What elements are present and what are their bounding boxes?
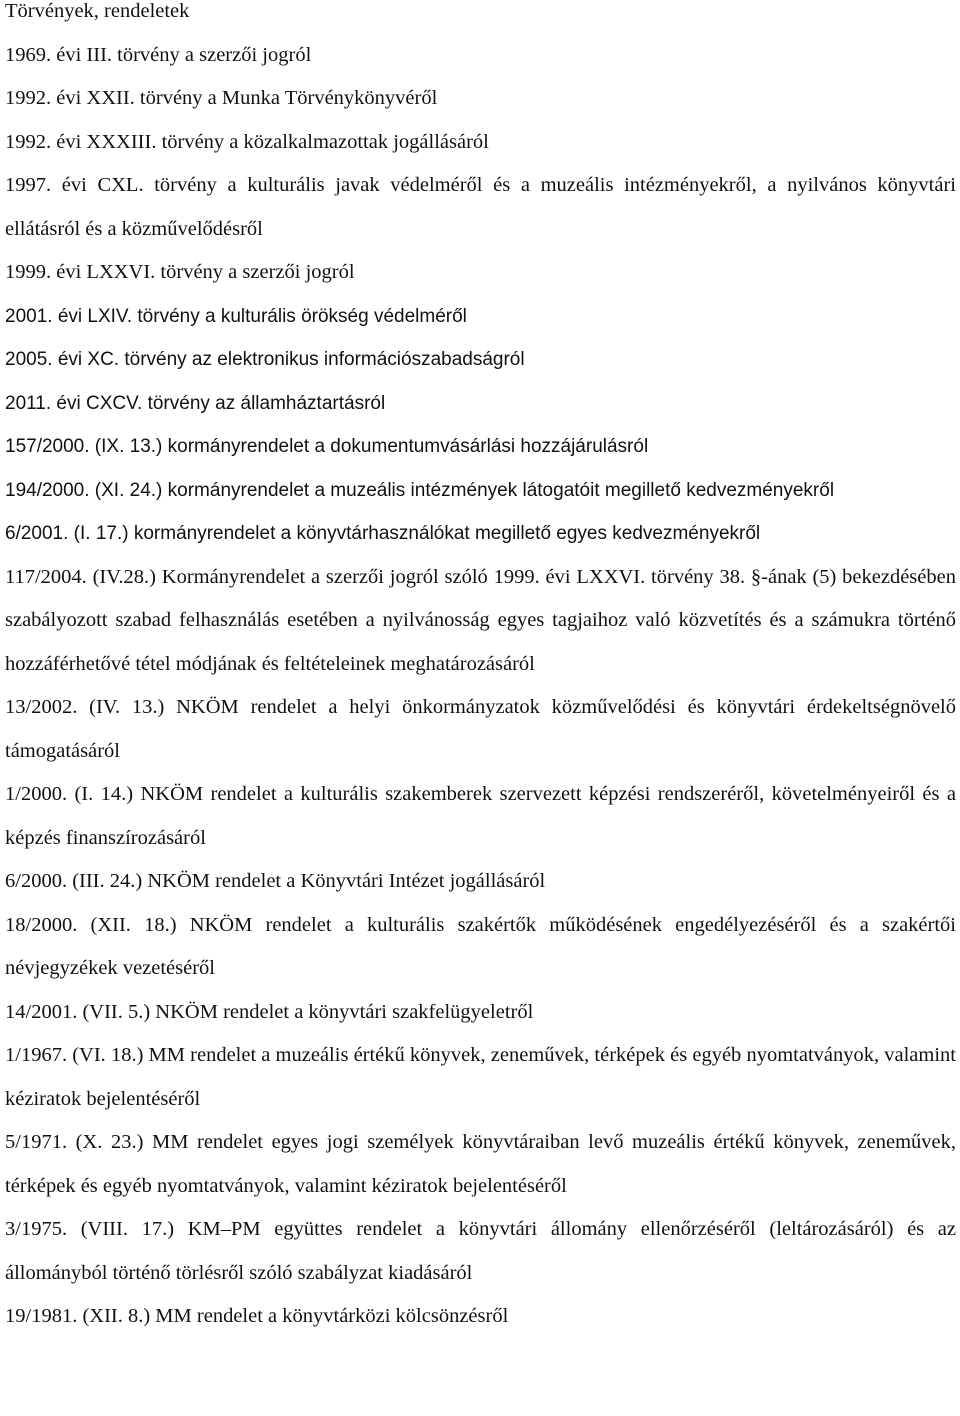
law-entry-1969-iii: 1969. évi III. törvény a szerzői jogról	[5, 43, 312, 66]
law-entry-1997-cxl: 1997. évi CXL. törvény a kulturális javak védelméről és a muzeális intézményekről, a nyilvános könyvtári ellátásról és a közművelődésről	[5, 174, 956, 240]
decree-entry-14-2001: 14/2001. (VII. 5.) NKÖM rendelet a könyvtári szakfelügyeletről	[5, 1000, 534, 1023]
law-entry-1992-xxxiii: 1992. évi XXXIII. törvény a közalkalmazottak jogállásáról	[5, 130, 489, 153]
decree-entry-1-1967: 1/1967. (VI. 18.) MM rendelet a muzeális értékű könyvek, zeneművek, térképek és egyéb nyomtatványok, valamint kéziratok bejelentéséről	[5, 1044, 956, 1110]
decree-entry-6-2000: 6/2000. (III. 24.) NKÖM rendelet a Könyvtári Intézet jogállásáról	[5, 870, 546, 892]
law-entry-1999-lxxvi: 1999. évi LXXVI. törvény a szerzői jogról	[5, 261, 355, 283]
decree-entry-3-1975: 3/1975. (VIII. 17.) KM–PM együttes rendelet a könyvtári állomány ellenőrzéséről (leltározásáról) és az állományból történő törlésről szóló szabályzat kiadásáról	[5, 1218, 956, 1284]
decree-entry-1-2000: 1/2000. (I. 14.) NKÖM rendelet a kulturális szakemberek szervezett képzési rendszeréről, követelményeiről és a képzés finanszírozásáról	[5, 783, 956, 849]
law-entry-2005-xc: 2005. évi XC. törvény az elektronikus információszabadságról	[5, 349, 525, 370]
decree-entry-13-2002: 13/2002. (IV. 13.) NKÖM rendelet a helyi önkormányzatok közművelődési és könyvtári érdekeltségnövelő támogatásáról	[5, 696, 956, 762]
decree-entry-6-2001: 6/2001. (I. 17.) kormányrendelet a könyvtárhasználókat megillető egyes kedvezményekről	[5, 523, 761, 544]
decree-entry-117-2004: 117/2004. (IV.28.) Kormányrendelet a szerzői jogról szóló 1999. évi LXXVI. törvény 38. §-ának (5) bekezdésében szabályozott szabad felhasználás esetében a nyilvánosság egyes tagjaihoz való közvetítés és a számukra történő hozzáférhetővé tétel módjának és feltételeinek meghatározásáról	[5, 565, 956, 675]
decree-entry-194-2000: 194/2000. (XI. 24.) kormányrendelet a muzeális intézmények látogatóit megillető kedvezményekről	[5, 479, 835, 501]
section-title: Törvények, rendeletek	[5, 0, 190, 22]
law-entry-2001-lxiv: 2001. évi LXIV. törvény a kulturális örökség védelméről	[5, 305, 467, 327]
law-list-page	[5, 0, 956, 1339]
decree-entry-19-1981: 19/1981. (XII. 8.) MM rendelet a könyvtárközi kölcsönzésről	[5, 1305, 509, 1327]
decree-entry-18-2000: 18/2000. (XII. 18.) NKÖM rendelet a kulturális szakértők működésének engedélyezéséről és a szakértői névjegyzékek vezetéséről	[5, 913, 956, 979]
law-entry-2011-cxcv: 2011. évi CXCV. törvény az államháztartásról	[5, 392, 386, 414]
decree-entry-157-2000: 157/2000. (IX. 13.) kormányrendelet a dokumentumvásárlási hozzájárulásról	[5, 436, 649, 457]
decree-entry-5-1971: 5/1971. (X. 23.) MM rendelet egyes jogi személyek könyvtáraiban levő muzeális értékű könyvek, zeneművek, térképek és egyéb nyomtatványok, valamint kéziratok bejelentéséről	[5, 1131, 956, 1197]
law-entry-1992-xxii: 1992. évi XXII. törvény a Munka Törvénykönyvéről	[5, 87, 438, 109]
